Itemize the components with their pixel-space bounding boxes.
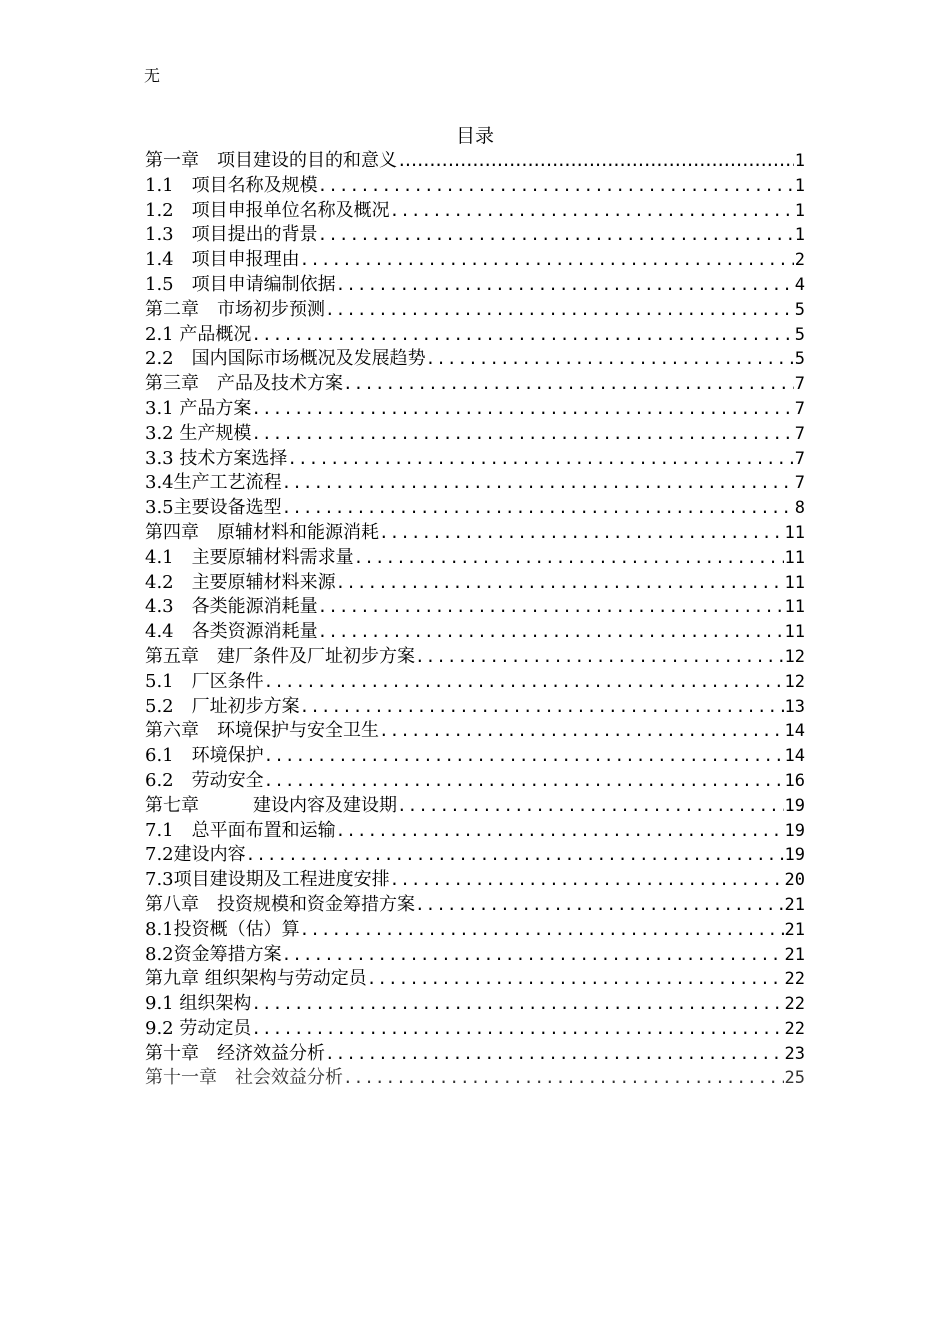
toc-entry-label: 第十一章 社会效益分析 xyxy=(145,1067,343,1089)
toc-entry-label: 9.1 组织架构 xyxy=(145,993,252,1015)
toc-entry-page: 1 xyxy=(794,225,805,246)
toc-entry-label: 6.2 劳动安全 xyxy=(145,769,264,791)
toc-entry-label: 7.2建设内容 xyxy=(145,844,246,866)
dot-leader xyxy=(251,1017,783,1042)
toc-entry[interactable] xyxy=(145,521,805,546)
toc-entry-page: 4 xyxy=(794,274,805,295)
toc-entry[interactable] xyxy=(145,819,805,844)
dot-leader xyxy=(325,1042,784,1067)
toc-entry-page: 7 xyxy=(794,423,805,444)
dot-leader xyxy=(300,695,784,720)
toc-entry-label: 7.3项目建设期及工程进度安排 xyxy=(145,869,390,891)
toc-entry-page: 2 xyxy=(794,250,805,271)
dot-leader xyxy=(318,620,784,645)
dot-leader xyxy=(264,670,784,695)
dot-leader xyxy=(251,992,783,1017)
toc-entry-label: 8.2资金筹措方案 xyxy=(145,943,282,965)
dot-leader xyxy=(251,323,793,348)
toc-entry-label: 3.1 产品方案 xyxy=(145,397,252,419)
toc-entry-label: 1.3 项目提出的背景 xyxy=(145,224,318,246)
toc-entry-page: 14 xyxy=(784,746,805,767)
toc-entry[interactable] xyxy=(145,695,805,720)
toc-entry-page: 7 xyxy=(794,448,805,469)
dot-leader xyxy=(343,1066,784,1091)
toc-entry-page: 11 xyxy=(784,622,805,643)
toc-entry[interactable] xyxy=(145,893,805,918)
dot-leader xyxy=(336,819,784,844)
dot-leader xyxy=(282,496,794,521)
toc-entry-page: 5 xyxy=(794,324,805,345)
dot-leader xyxy=(318,595,784,620)
toc-entry-page: 19 xyxy=(784,820,805,841)
toc-entry-label: 8.1投资概（估）算 xyxy=(145,918,300,940)
toc-entry[interactable] xyxy=(145,1042,805,1067)
dot-leader xyxy=(282,943,784,968)
dot-leader xyxy=(318,223,794,248)
dot-leader xyxy=(264,744,784,769)
toc-entry[interactable] xyxy=(145,670,805,695)
toc-entry[interactable] xyxy=(145,967,805,992)
toc-entry[interactable] xyxy=(145,149,805,174)
toc-entry-label: 第十章 经济效益分析 xyxy=(145,1042,325,1064)
toc-entry-page: 7 xyxy=(794,473,805,494)
toc-entry[interactable] xyxy=(145,769,805,794)
toc-entry-page: 7 xyxy=(794,398,805,419)
dot-leader xyxy=(287,447,793,472)
toc-entry-page: 7 xyxy=(794,374,805,395)
toc-entry-page: 23 xyxy=(784,1043,805,1064)
toc-entry[interactable] xyxy=(145,918,805,943)
dot-leader xyxy=(318,174,794,199)
toc-entry-label: 第五章 建厂条件及厂址初步方案 xyxy=(145,645,415,667)
toc-entry[interactable] xyxy=(145,223,805,248)
toc-entry[interactable] xyxy=(145,794,805,819)
toc-entry-label: 3.5主要设备选型 xyxy=(145,497,282,519)
toc-entry[interactable] xyxy=(145,372,805,397)
toc-entry-label: 6.1 环境保护 xyxy=(145,745,264,767)
dot-leader xyxy=(246,843,784,868)
toc-entry-label: 第四章 原辅材料和能源消耗 xyxy=(145,521,379,543)
toc-entry[interactable] xyxy=(145,397,805,422)
toc-entry[interactable] xyxy=(145,595,805,620)
dot-leader xyxy=(251,397,793,422)
toc-entry-page: 12 xyxy=(784,646,805,667)
toc-entry-label: 第三章 产品及技术方案 xyxy=(145,373,343,395)
toc-entry-page: 1 xyxy=(794,200,805,221)
toc-entry-page: 20 xyxy=(784,870,805,891)
toc-entry[interactable] xyxy=(145,868,805,893)
toc-entry-label: 3.3 技术方案选择 xyxy=(145,447,288,469)
toc-entry-page: 8 xyxy=(794,498,805,519)
toc-entry-label: 5.1 厂区条件 xyxy=(145,670,264,692)
toc-entry[interactable] xyxy=(145,422,805,447)
toc-entry-page: 14 xyxy=(784,721,805,742)
dot-leader xyxy=(390,199,794,224)
toc-entry-label: 9.2 劳动定员 xyxy=(145,1017,252,1039)
dot-leader xyxy=(426,347,794,372)
toc-entry-label: 1.1 项目名称及规模 xyxy=(145,174,318,196)
dot-leader xyxy=(336,273,794,298)
toc-entry[interactable] xyxy=(145,199,805,224)
toc-entry-label: 第八章 投资规模和资金筹措方案 xyxy=(145,893,415,915)
toc-entry-label: 7.1 总平面布置和运输 xyxy=(145,819,336,841)
toc-entry[interactable] xyxy=(145,620,805,645)
dot-leader xyxy=(300,918,784,943)
toc-entry-label: 4.1 主要原辅材料需求量 xyxy=(145,546,354,568)
dot-leader xyxy=(251,422,793,447)
toc-entry-page: 19 xyxy=(784,845,805,866)
toc-entry[interactable] xyxy=(145,298,805,323)
dot-leader xyxy=(325,298,794,323)
toc-entry[interactable] xyxy=(145,1017,805,1042)
toc-entry[interactable] xyxy=(145,1066,805,1091)
toc-entry-label: 1.2 项目申报单位名称及概况 xyxy=(145,199,390,221)
toc-entry-page: 16 xyxy=(784,770,805,791)
toc-entry-label: 2.2 国内国际市场概况及发展趋势 xyxy=(145,348,426,370)
toc-entry[interactable] xyxy=(145,546,805,571)
toc-entry[interactable] xyxy=(145,719,805,744)
dot-leader xyxy=(354,546,784,571)
toc-entry-label: 第九章 组织架构与劳动定员 xyxy=(145,968,367,990)
toc-entry-label: 第七章 建设内容及建设期 xyxy=(145,794,397,816)
toc-entry-page: 11 xyxy=(784,547,805,568)
toc-entry-page: 13 xyxy=(784,696,805,717)
toc-entry-label: 3.2 生产规模 xyxy=(145,422,252,444)
toc-entry-page: 21 xyxy=(784,894,805,915)
toc-entry[interactable] xyxy=(145,992,805,1017)
dot-leader xyxy=(300,248,794,273)
toc-entry[interactable] xyxy=(145,174,805,199)
toc-entry-label: 1.4 项目申报理由 xyxy=(145,249,300,271)
toc-entry-page: 11 xyxy=(784,572,805,593)
toc-entry[interactable] xyxy=(145,471,805,496)
toc-title: 目录 xyxy=(455,125,494,147)
toc-entry[interactable] xyxy=(145,273,805,298)
toc-entry[interactable] xyxy=(145,248,805,273)
table-of-contents xyxy=(145,149,805,1091)
dot-leader xyxy=(379,521,784,546)
toc-entry-label: 5.2 厂址初步方案 xyxy=(145,695,300,717)
dot-leader xyxy=(336,571,784,596)
dot-leader xyxy=(397,794,784,819)
toc-entry-page: 22 xyxy=(784,994,805,1015)
toc-entry-page: 11 xyxy=(784,522,805,543)
toc-entry-page: 1 xyxy=(794,175,805,196)
toc-entry-label: 第一章 项目建设的目的和意义 xyxy=(145,150,397,171)
toc-entry-label: 1.5 项目申请编制依据 xyxy=(145,273,336,295)
toc-entry[interactable] xyxy=(145,447,805,472)
toc-entry[interactable] xyxy=(145,843,805,868)
dot-leader xyxy=(415,893,784,918)
toc-entry-label: 2.1 产品概况 xyxy=(145,323,252,345)
dot-leader xyxy=(282,471,794,496)
dot-leader xyxy=(397,149,794,174)
header-note: 无 xyxy=(144,66,161,85)
toc-entry[interactable] xyxy=(145,496,805,521)
toc-entry-page: 5 xyxy=(794,299,805,320)
toc-entry-label: 4.2 主要原辅材料来源 xyxy=(145,571,336,593)
toc-entry[interactable] xyxy=(145,323,805,348)
toc-entry-page: 11 xyxy=(784,597,805,618)
toc-entry-label: 4.3 各类能源消耗量 xyxy=(145,596,318,618)
toc-entry-label: 4.4 各类资源消耗量 xyxy=(145,621,318,643)
toc-entry[interactable] xyxy=(145,571,805,596)
toc-entry-label: 第二章 市场初步预测 xyxy=(145,298,325,320)
dot-leader xyxy=(264,769,784,794)
dot-leader xyxy=(343,372,794,397)
dot-leader xyxy=(367,967,784,992)
toc-entry-page: 5 xyxy=(794,349,805,370)
toc-entry-page: 1 xyxy=(794,151,805,171)
toc-entry[interactable] xyxy=(145,943,805,968)
toc-entry[interactable] xyxy=(145,645,805,670)
toc-entry-page: 21 xyxy=(784,919,805,940)
toc-entry-page: 19 xyxy=(784,795,805,816)
toc-entry-page: 21 xyxy=(784,944,805,965)
toc-entry-page: 22 xyxy=(784,969,805,990)
toc-entry-label: 第六章 环境保护与安全卫生 xyxy=(145,720,379,742)
dot-leader xyxy=(415,645,784,670)
toc-entry-page: 22 xyxy=(784,1018,805,1039)
toc-entry-page: 12 xyxy=(784,671,805,692)
toc-entry-label: 3.4生产工艺流程 xyxy=(145,472,282,494)
dot-leader xyxy=(390,868,784,893)
toc-entry[interactable] xyxy=(145,744,805,769)
dot-leader xyxy=(379,719,784,744)
toc-entry-page: 25 xyxy=(784,1068,805,1089)
toc-entry[interactable] xyxy=(145,347,805,372)
